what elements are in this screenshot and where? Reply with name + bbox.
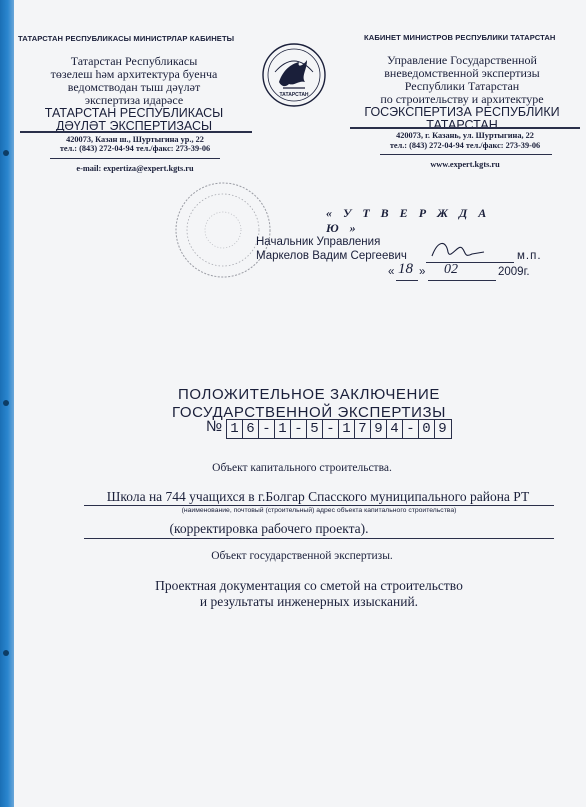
number-cell: 6 <box>243 420 259 438</box>
left-org-line: экспертиза идарәсе <box>84 93 184 107</box>
object-underline <box>84 505 554 506</box>
left-org-bold: ТАТАРСТАН РЕСПУБЛИКАСЫ <box>44 106 224 120</box>
header-rule <box>380 154 552 155</box>
approval-year: 2009г. <box>498 266 530 278</box>
date-line <box>396 280 418 281</box>
object-name: Школа на 744 учащихся в г.Болгар Спасского муниципального района РТ <box>106 489 530 504</box>
header-rule <box>350 127 580 129</box>
date-quote-close: » <box>419 266 426 278</box>
number-cell: 0 <box>419 420 435 438</box>
number-cell: - <box>323 420 339 438</box>
number-cell: - <box>403 420 419 438</box>
header-rule <box>50 158 220 159</box>
expertise-label: Объект государственной экспертизы. <box>211 550 393 562</box>
object-note-underline <box>84 538 554 539</box>
number-cell: 5 <box>307 420 323 438</box>
right-org-line: вневедомственной экспертизы <box>384 66 540 80</box>
binder-hole <box>3 400 9 406</box>
left-org-line: Татарстан Республикасы <box>70 54 198 68</box>
binder-strip <box>0 0 14 807</box>
expertise-line: и результаты инженерных изысканий. <box>199 594 419 609</box>
date-line <box>428 280 496 281</box>
right-org-block <box>344 54 580 132</box>
approval-mp: м.п. <box>517 250 542 262</box>
date-quote-open: « <box>388 266 395 278</box>
approval-day: 18 <box>398 261 413 277</box>
number-cell: 9 <box>371 420 387 438</box>
left-ministry: ТАТАРСТАН РЕСПУБЛИКАСЫ МИНИСТРЛАР КАБИНЕТЫ <box>18 34 235 43</box>
right-org-line: Республики Татарстан <box>404 79 520 93</box>
left-phone: тел.: (843) 272-04-94 тел./факс: 273-39-06 <box>59 144 211 153</box>
number-cell: 7 <box>355 420 371 438</box>
emblem <box>261 42 327 108</box>
left-org-block <box>24 55 244 133</box>
approval-name: Маркелов Вадим Сергеевич <box>256 250 407 262</box>
faded-stamp-icon <box>172 180 274 280</box>
binder-hole <box>3 150 9 156</box>
left-org-line: төзелеш һәм архитектура буенча <box>50 67 218 81</box>
conclusion-subtitle: ГОСУДАРСТВЕННОЙ ЭКСПЕРТИЗЫ <box>171 404 447 421</box>
object-label: Объект капитального строительства. <box>212 462 392 474</box>
approval-heading: « У Т В Е Р Ж Д А Ю » <box>326 206 491 235</box>
left-org-line: ведомстводан тыш дәүләт <box>67 80 201 94</box>
tatarstan-emblem-icon <box>261 42 327 108</box>
conclusion-number-box <box>226 419 452 439</box>
left-email: e-mail: expertiza@expert.kgts.ru <box>76 164 194 173</box>
object-hint: (наименование, почтовый (строительный) адрес объекта капитального строительства) <box>181 507 457 514</box>
approval-month: 02 <box>444 262 458 277</box>
emblem-label: ТАТАРСТАН <box>279 92 309 98</box>
number-cell: 9 <box>438 421 447 437</box>
right-website: www.expert.kgts.ru <box>430 160 500 169</box>
number-cell: 1 <box>339 420 355 438</box>
left-org-bold: ДӘҮЛӘТ ЭКСПЕРТИЗАСЫ <box>55 119 213 133</box>
signature-icon <box>428 236 488 264</box>
number-cell: - <box>291 420 307 438</box>
right-org-bold: ГОСЭКСПЕРТИЗА РЕСПУБЛИКИ <box>364 105 560 119</box>
expertise-line: Проектная документация со сметой на строительство <box>155 578 463 593</box>
object-note: (корректировка рабочего проекта). <box>169 521 369 536</box>
number-cell: - <box>259 420 275 438</box>
right-address: 420073, г. Казань, ул. Шуртыгина, 22 <box>396 131 534 140</box>
conclusion-title: ПОЛОЖИТЕЛЬНОЕ ЗАКЛЮЧЕНИЕ <box>178 386 440 403</box>
right-org-line: Управление Государственной <box>387 53 537 67</box>
approval-position: Начальник Управления <box>256 236 381 248</box>
right-ministry: КАБИНЕТ МИНИСТРОВ РЕСПУБЛИКИ ТАТАРСТАН <box>364 33 556 42</box>
number-cell: 1 <box>275 420 291 438</box>
number-cell: 1 <box>227 420 243 438</box>
right-org-bold: ТАТАРСТАН <box>426 118 498 132</box>
number-sign: № <box>206 418 223 435</box>
header-rule <box>20 131 252 133</box>
binder-hole <box>3 650 9 656</box>
document-page <box>14 0 586 807</box>
left-address: 420073, Казан ш., Шуртыгина ур., 22 <box>66 135 204 144</box>
number-cell: 4 <box>387 420 403 438</box>
right-phone: тел.: (843) 272-04-94 тел./факс: 273-39-06 <box>389 141 541 150</box>
right-org-line: по строительству и архитектуре <box>380 92 544 106</box>
